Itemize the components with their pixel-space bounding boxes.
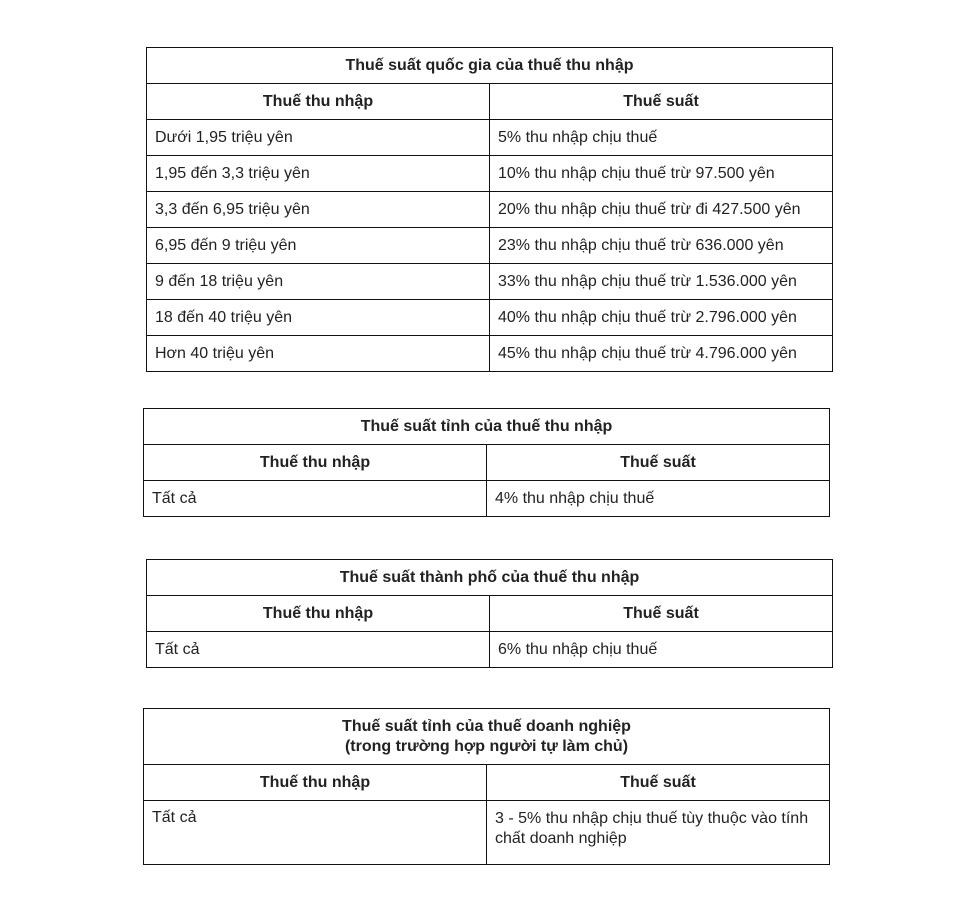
table-title: Thuế suất tỉnh của thuế doanh nghiệp xyxy=(342,717,631,735)
table-row xyxy=(144,481,830,517)
tax-rate-cell: 10% thu nhập chịu thuế trừ 97.500 yên xyxy=(490,156,833,192)
table-row xyxy=(147,120,833,156)
income-bracket-cell: Hơn 40 triệu yên xyxy=(147,336,490,372)
table-title: Thuế suất quốc gia của thuế thu nhập xyxy=(147,48,833,84)
income-bracket-cell: 3,3 đến 6,95 triệu yên xyxy=(147,192,490,228)
table-row xyxy=(147,336,833,372)
tax-rate-cell: 40% thu nhập chịu thuế trừ 2.796.000 yên xyxy=(490,300,833,336)
table-row xyxy=(147,156,833,192)
tax-rate-cell: 5% thu nhập chịu thuế xyxy=(490,120,833,156)
tax-rate-cell: 3 - 5% thu nhập chịu thuế tùy thuộc vào tính chất doanh nghiệp xyxy=(487,801,830,865)
column-header-income: Thuế thu nhập xyxy=(144,765,487,801)
tax-rate-cell: 20% thu nhập chịu thuế trừ đi 427.500 yên xyxy=(490,192,833,228)
income-bracket-cell: 18 đến 40 triệu yên xyxy=(147,300,490,336)
income-bracket-cell: Tất cả xyxy=(144,481,487,517)
column-header-rate: Thuế suất xyxy=(490,84,833,120)
national-income-tax-table xyxy=(146,47,833,372)
income-bracket-cell: 9 đến 18 triệu yên xyxy=(147,264,490,300)
income-bracket-cell: 1,95 đến 3,3 triệu yên xyxy=(147,156,490,192)
table-subtitle: (trong trường hợp người tự làm chủ) xyxy=(344,737,629,755)
table-row xyxy=(147,300,833,336)
tax-rate-cell: 6% thu nhập chịu thuế xyxy=(490,632,833,668)
tax-rate-cell: 23% thu nhập chịu thuế trừ 636.000 yên xyxy=(490,228,833,264)
column-header-rate: Thuế suất xyxy=(487,765,830,801)
table-row xyxy=(144,801,830,865)
table-title: Thuế suất tỉnh của thuế thu nhập xyxy=(144,409,830,445)
column-header-income: Thuế thu nhập xyxy=(144,445,487,481)
table-title-cell xyxy=(144,709,830,765)
table-row xyxy=(147,192,833,228)
income-bracket-cell: Dưới 1,95 triệu yên xyxy=(147,120,490,156)
column-header-income: Thuế thu nhập xyxy=(147,596,490,632)
prefectural-business-tax-table xyxy=(143,708,830,865)
tax-rate-cell: 33% thu nhập chịu thuế trừ 1.536.000 yên xyxy=(490,264,833,300)
table-title: Thuế suất thành phố của thuế thu nhập xyxy=(147,560,833,596)
column-header-rate: Thuế suất xyxy=(490,596,833,632)
tax-rate-cell: 45% thu nhập chịu thuế trừ 4.796.000 yên xyxy=(490,336,833,372)
table-row xyxy=(147,632,833,668)
prefectural-income-tax-table xyxy=(143,408,830,517)
table-row xyxy=(147,228,833,264)
column-header-rate: Thuế suất xyxy=(487,445,830,481)
city-income-tax-table xyxy=(146,559,833,668)
income-bracket-cell: 6,95 đến 9 triệu yên xyxy=(147,228,490,264)
table-row xyxy=(147,264,833,300)
column-header-income: Thuế thu nhập xyxy=(147,84,490,120)
income-bracket-cell: Tất cả xyxy=(144,801,487,865)
tax-rate-cell: 4% thu nhập chịu thuế xyxy=(487,481,830,517)
income-bracket-cell: Tất cả xyxy=(147,632,490,668)
